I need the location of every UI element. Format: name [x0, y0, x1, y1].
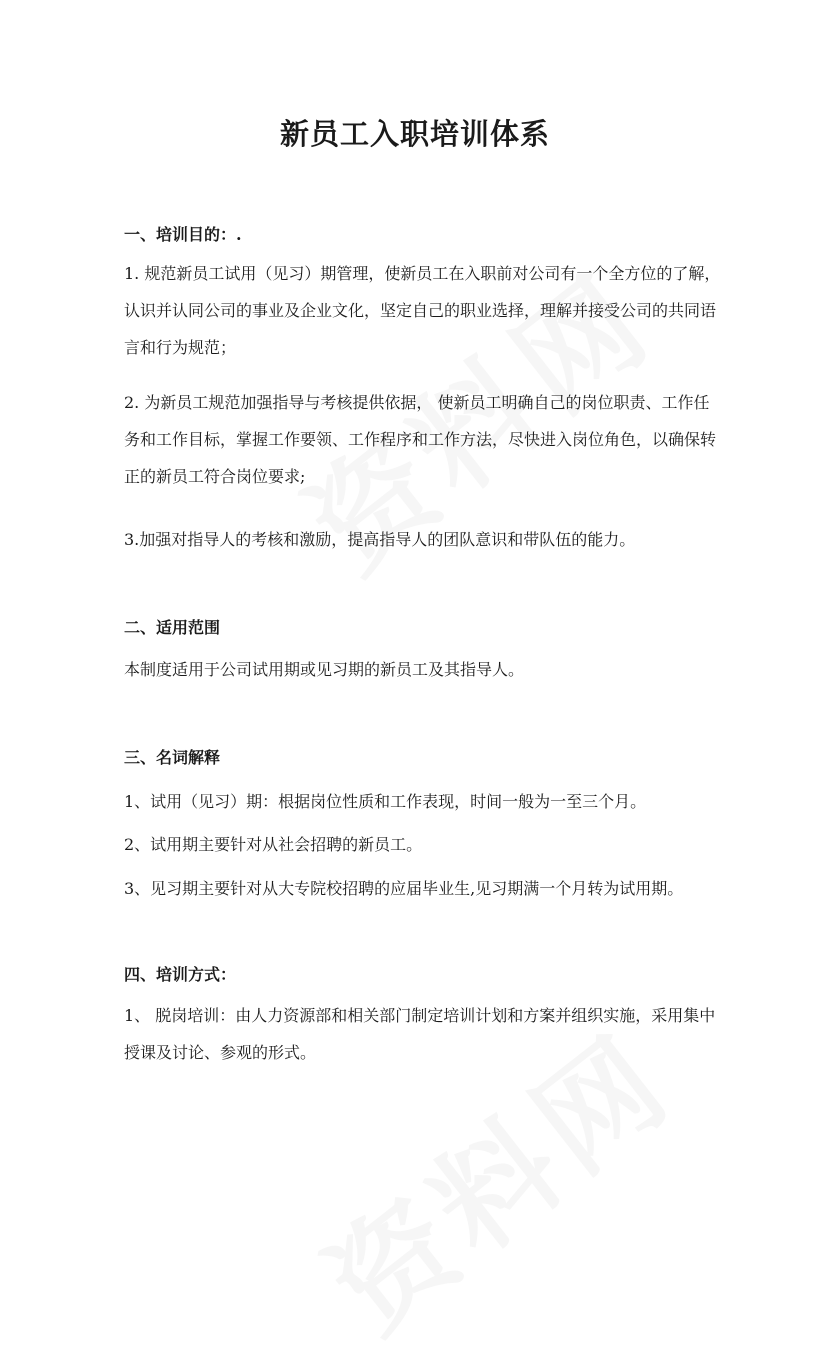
definition-item-3: 3、见习期主要针对从大专院校招聘的应届毕业生,见习期满一个月转为试用期。	[124, 879, 684, 898]
paragraph-purpose-3: 3.加强对指导人的考核和激励，提高指导人的团队意识和带队伍的能力。	[124, 530, 636, 549]
paragraph-purpose-1: 1. 规范新员工试用（见习）期管理，使新员工在入职前对公司有一个全方位的了解，认识并认同公司的事业及企业文化，坚定自己的职业选择，理解并接受公司的共同语言和行为规范；	[124, 264, 721, 357]
paragraph-scope: 本制度适用于公司试用期或见习期的新员工及其指导人。	[124, 660, 525, 679]
section-heading-definitions: 三、名词解释	[124, 748, 221, 767]
page-title: 新员工入职培训体系	[279, 117, 550, 151]
section-heading-purpose: 一、培训目的：.	[124, 225, 242, 244]
definition-item-1: 1、试用（见习）期：根据岗位性质和工作表现，时间一般为一至三个月。	[124, 792, 647, 811]
method-item-1: 1、 脱岗培训：由人力资源部和相关部门制定培训计划和方案并组织实施，采用集中授课及讨论、参观的形式。	[124, 1006, 716, 1062]
definition-item-2: 2、试用期主要针对从社会招聘的新员工。	[124, 835, 423, 854]
section-heading-scope: 二、适用范围	[124, 618, 221, 637]
section-heading-methods: 四、培训方式：	[124, 965, 237, 984]
paragraph-purpose-2: 2. 为新员工规范加强指导与考核提供依据， 使新员工明确自己的岗位职责、工作任务和工作目标，掌握工作要领、工作程序和工作方法，尽快进入岗位角色，以确保转正的新员工符合岗位要求;	[124, 393, 717, 486]
